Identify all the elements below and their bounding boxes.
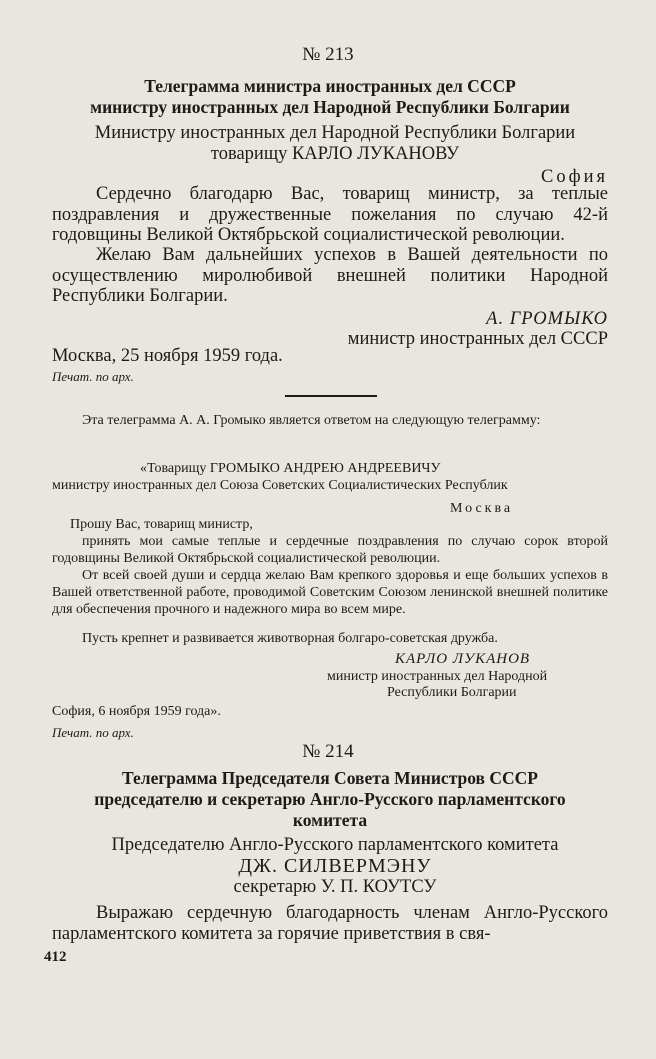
signature-name-213: А. ГРОМЫКО bbox=[486, 309, 608, 329]
addressee-213 bbox=[40, 123, 630, 165]
addressee-214 bbox=[40, 835, 630, 898]
title-line: комитета bbox=[292, 810, 368, 830]
reply-addressee-line2: министру иностранных дел Союза Советских Социалистических Республик bbox=[52, 478, 508, 493]
reply-salutation: Прошу Вас, товарищ министр, bbox=[70, 517, 253, 532]
document-number-214: № 214 bbox=[302, 741, 354, 762]
reply-place-date: София, 6 ноября 1959 года». bbox=[52, 704, 221, 719]
paragraph-214-1: Выражаю сердечную благодарность членам Англо-Русского парламентского комитета за горячие приветствия в свя- bbox=[52, 903, 608, 944]
addressee-line: секретарю У. П. КОУТСУ bbox=[233, 877, 437, 897]
title-line: председателю и секретарю Англо-Русского парламентского bbox=[94, 789, 566, 809]
destination-213: София bbox=[541, 167, 608, 187]
source-note-213: Печат. по арх. bbox=[52, 369, 134, 384]
reply-signature-title-line2: Республики Болгарии bbox=[387, 685, 517, 700]
place-date-213: Москва, 25 ноября 1959 года. bbox=[52, 346, 283, 366]
title-line: Телеграмма министра иностранных дел СССР bbox=[144, 76, 516, 96]
document-number-213: № 213 bbox=[302, 44, 354, 65]
page-number: 412 bbox=[44, 949, 67, 965]
paragraph-213-1: Сердечно благодарю Вас, товарищ министр, за теплые поздравления и дружественные пожелания по случаю 42-й годовщины Великой Октябрьской социалистической революции. bbox=[52, 184, 608, 245]
addressee-line: ДЖ. СИЛВЕРМЭНУ bbox=[238, 855, 432, 877]
reply-addressee-line1: «Товарищу ГРОМЫКО АНДРЕЮ АНДРЕЕВИЧУ bbox=[140, 461, 441, 476]
reply-intro: Эта телеграмма А. А. Громыко является ответом на следующую телеграмму: bbox=[82, 413, 541, 428]
document-title-214 bbox=[30, 768, 630, 831]
reply-signature-name: КАРЛО ЛУКАНОВ bbox=[395, 651, 531, 667]
title-line: Телеграмма Председателя Совета Министров СССР bbox=[122, 768, 538, 788]
title-line: министру иностранных дел Народной Республики Болгарии bbox=[90, 97, 570, 117]
reply-source-note: Печат. по арх. bbox=[52, 725, 134, 740]
paragraph-213-2: Желаю Вам дальнейших успехов в Вашей деятельности по осуществлению миролюбивой внешней политики Народной Республики Болгарии. bbox=[52, 245, 608, 306]
document-title-213 bbox=[40, 76, 620, 118]
addressee-line: Министру иностранных дел Народной Республики Болгарии bbox=[94, 123, 576, 143]
addressee-line: Председателю Англо-Русского парламентского комитета bbox=[111, 835, 559, 855]
reply-paragraph-3: Пусть крепнет и развивается животворная болгаро-советская дружба. bbox=[82, 631, 498, 646]
signature-title-213: министр иностранных дел СССР bbox=[347, 329, 608, 349]
reply-paragraph-1: принять мои самые теплые и сердечные поздравления по случаю сорок второй годовщины Великой Октябрьской социалистической революции. bbox=[52, 534, 608, 566]
reply-paragraph-2: От всей своей души и сердца желаю Вам крепкого здоровья и еще больших успехов в Вашей ответственной работе, проводимой Советским Союзом ленинской внешней политике для обеспечения прочного и надежного мира во всем мире. bbox=[52, 568, 608, 617]
addressee-line: товарищу КАРЛО ЛУКАНОВУ bbox=[210, 144, 460, 164]
reply-destination: Москва bbox=[450, 501, 514, 516]
divider-rule bbox=[285, 395, 377, 397]
reply-signature-title-line1: министр иностранных дел Народной bbox=[327, 669, 548, 684]
